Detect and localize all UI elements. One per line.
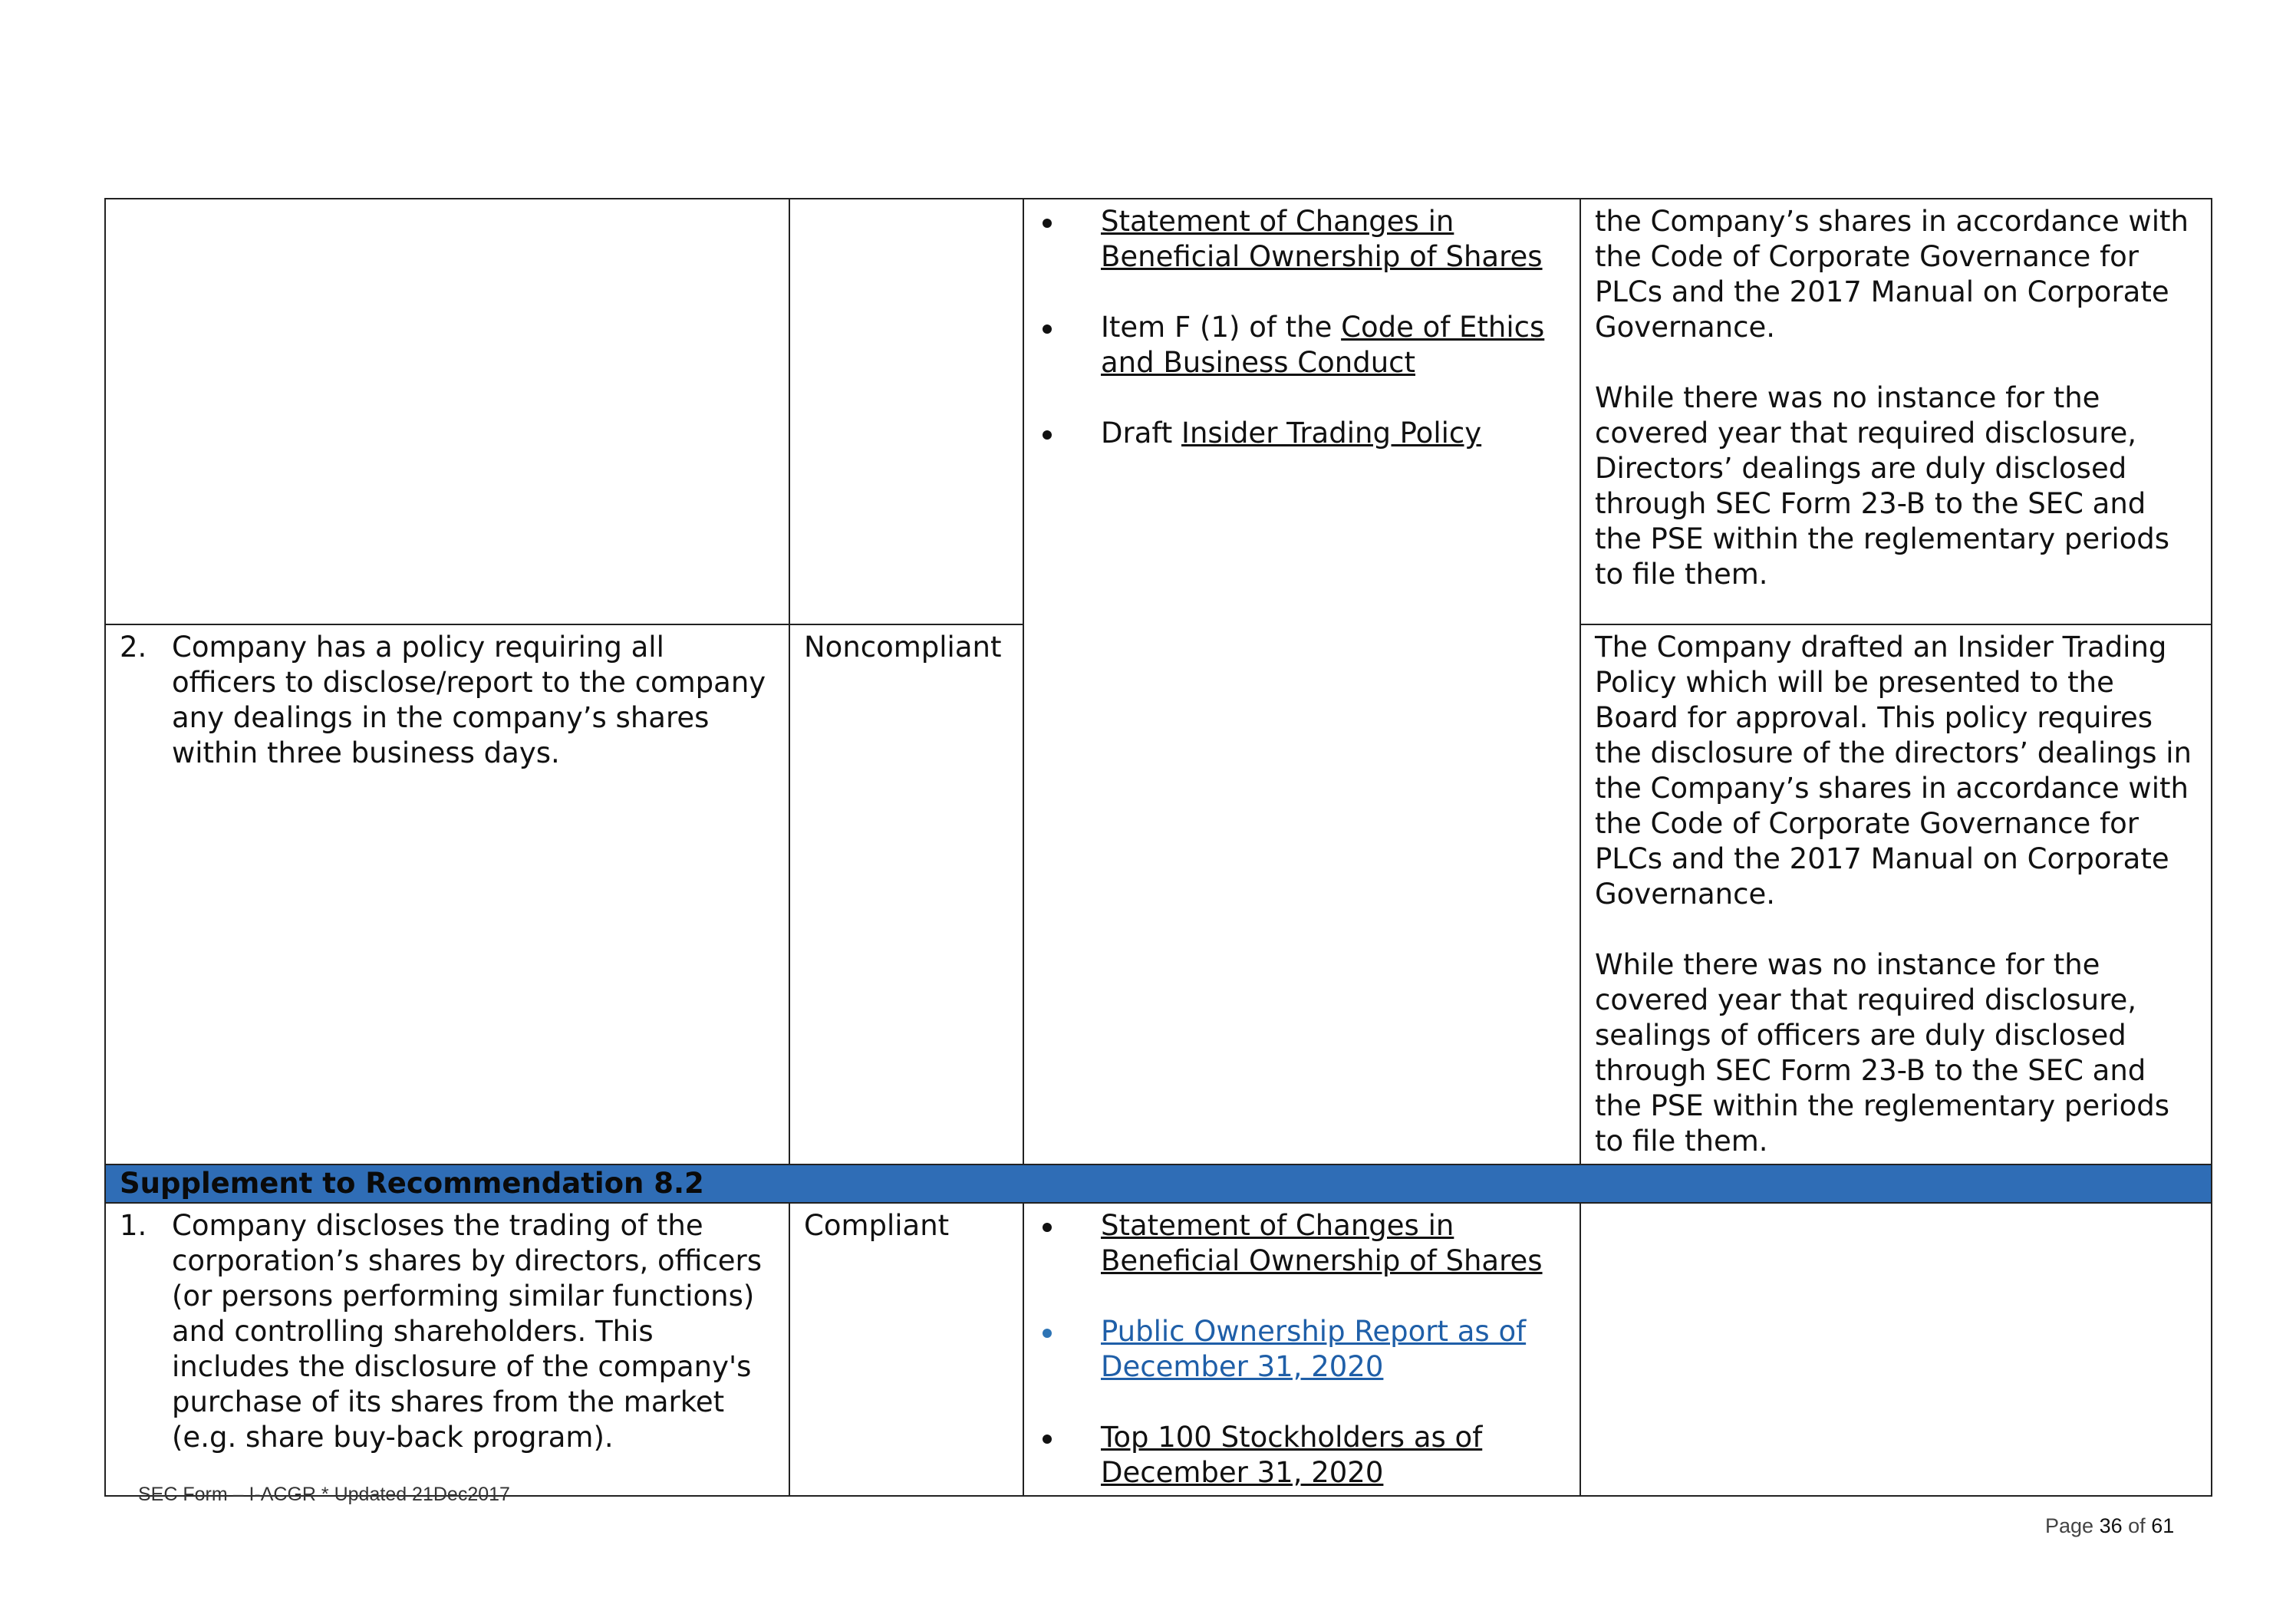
compliance-status: Compliant [804, 1209, 950, 1242]
doc-link[interactable]: Top 100 Stockholders as of December 31, 2020 [1101, 1421, 1483, 1489]
recommendation-cell [105, 1203, 789, 1496]
reference-cell [1023, 199, 1580, 1164]
explanation-paragraph: The Company drafted an Insider Trading Policy which will be presented to the Board for approval. This policy requires the disclosure of the directors’ dealings in the Company’s shares in accordance with the Code of Corporate Governance for PLCs and the 2017 Manual on Corporate Governance. [1595, 631, 2192, 911]
explanation-cell [1580, 624, 2212, 1164]
explanation-paragraph: the Company’s shares in accordance with the Code of Corporate Governance for PLCs and the 2017 Manual on Corporate Governance. [1595, 205, 2189, 344]
reference-list [1038, 204, 1566, 451]
section-heading: Supplement to Recommendation 8.2 [105, 1164, 2212, 1203]
list-item [1038, 1420, 1566, 1491]
doc-link[interactable]: Insider Trading Policy [1181, 417, 1482, 450]
recommendation-cell [105, 199, 789, 624]
reference-cell [1023, 1203, 1580, 1496]
ref-prefix: Item F (1) of the [1101, 311, 1342, 344]
ref-prefix: Draft [1101, 417, 1182, 450]
list-item [1038, 204, 1566, 275]
acgr-table [104, 198, 2212, 1497]
explanation-paragraph: While there was no instance for the covered year that required disclosure, Directors’ dealings are duly disclosed through SEC Form 23-B to the SEC and the PSE within the reglementary periods to file them. [1595, 381, 2170, 591]
doc-link[interactable]: Statement of Changes in Beneficial Ownership of Shares [1101, 1209, 1543, 1277]
bullet-icon [1038, 416, 1101, 451]
bullet-icon [1038, 310, 1101, 380]
status-cell [789, 1203, 1023, 1496]
doc-link[interactable]: Public Ownership Report as of December 31, 2020 [1101, 1315, 1527, 1383]
page-of: of [2128, 1514, 2146, 1537]
doc-link[interactable]: Statement of Changes in Beneficial Ownership of Shares [1101, 205, 1543, 273]
bullet-icon [1038, 1208, 1101, 1279]
bullet-icon [1038, 1314, 1101, 1385]
page-number [2045, 1514, 2174, 1538]
item-number: 2. [120, 631, 147, 664]
table-row [105, 1203, 2212, 1496]
list-item [1038, 1314, 1566, 1385]
bullet-icon [1038, 204, 1101, 275]
page-current: 36 [2099, 1514, 2123, 1537]
compliance-status: Noncompliant [804, 631, 1002, 664]
list-item [1038, 416, 1566, 451]
recommendation-cell [105, 624, 789, 1164]
explanation-cell [1580, 199, 2212, 624]
recommendation-text: Company discloses the trading of the corporation’s shares by directors, officers (or persons performing similar functions) and controlling shareholders. This includes the disclosure of the company's purchase of its shares from the market (e.g. share buy-back program). [172, 1209, 763, 1454]
list-item [1038, 310, 1566, 380]
status-cell [789, 199, 1023, 624]
page-word: Page [2045, 1514, 2094, 1537]
list-item [1038, 1208, 1566, 1279]
table-row [105, 199, 2212, 624]
form-label: SEC Form – I-ACGR * Updated 21Dec2017 [138, 1484, 510, 1505]
status-cell [789, 624, 1023, 1164]
bullet-icon [1038, 1420, 1101, 1491]
doc-link[interactable]: Code of Ethics and Business Conduct [1101, 311, 1545, 379]
section-band-row [105, 1164, 2212, 1203]
explanation-paragraph: While there was no instance for the covered year that required disclosure, sealings of officers are duly disclosed through SEC Form 23-B to the SEC and the PSE within the reglementary periods to file them. [1595, 948, 2170, 1158]
recommendation-text: Company has a policy requiring all officers to disclose/report to the company any dealings in the company’s shares within three business days. [172, 631, 766, 769]
explanation-cell [1580, 1203, 2212, 1496]
item-number: 1. [120, 1209, 147, 1242]
reference-list [1038, 1208, 1566, 1491]
page-total: 61 [2151, 1514, 2175, 1537]
